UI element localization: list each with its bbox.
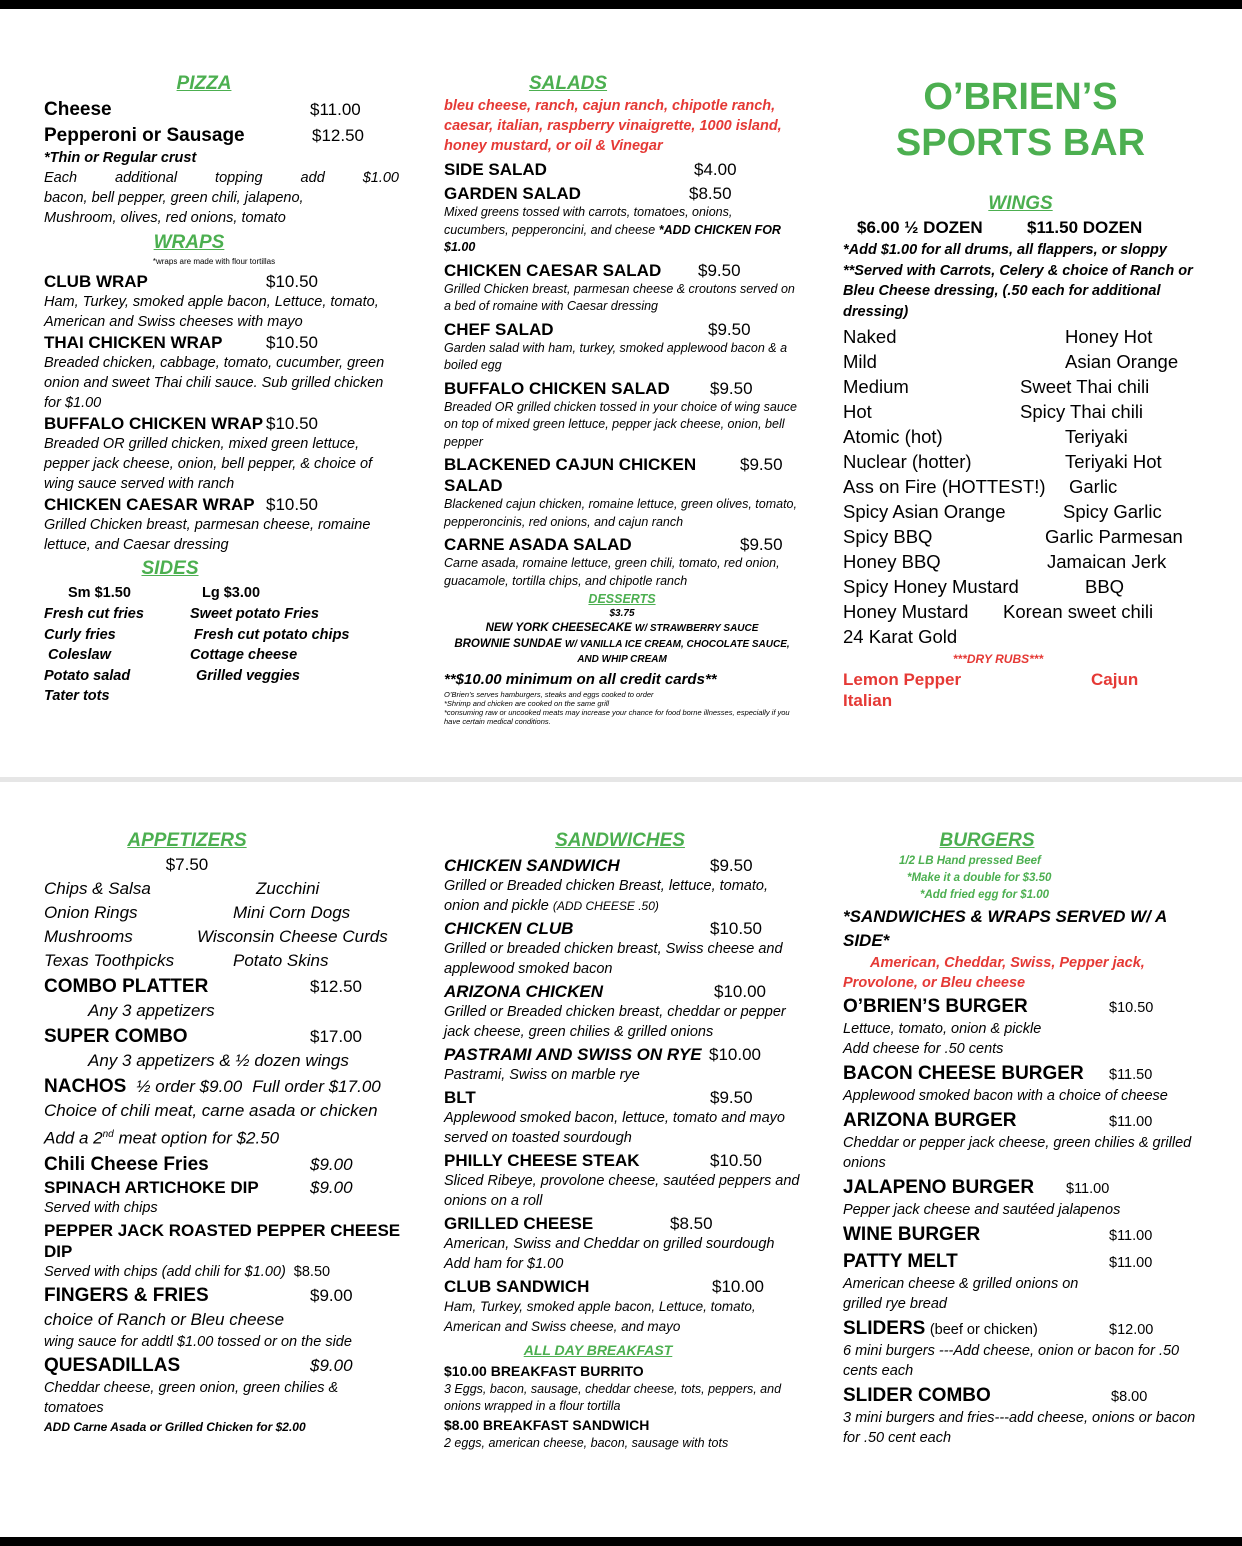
dressing-list: bleu cheese, ranch, cajun ranch, chipotle ranch, caesar, italian, raspberry vinaigrette, 1000 island, honey mustard, or oil & Vinegar <box>444 98 782 154</box>
item-price: $4.00 <box>694 160 737 179</box>
item-price: $10.50 <box>266 333 318 352</box>
flavor: Naked <box>843 326 897 347</box>
item-description: 3 Eggs, bacon, sausage, cheddar cheese, tots, peppers, and onions wrapped in a flour tortilla <box>444 1382 782 1413</box>
sandwiches-heading: SANDWICHES <box>555 830 685 851</box>
menu-item <box>843 1062 1203 1086</box>
item-description: Pepper jack cheese and sautéed jalapenos <box>843 1202 1121 1218</box>
dessert-price: $3.75 <box>609 608 635 619</box>
menu-item <box>444 981 800 1002</box>
item-price: $11.50 <box>1109 1067 1153 1083</box>
flavor: Spicy Asian Orange <box>843 501 1006 522</box>
appetizers-column <box>44 829 414 1436</box>
flavor: Garlic Parmesan <box>1045 526 1183 547</box>
item-price: $10.50 <box>266 495 318 514</box>
appetizer: Potato Skins <box>233 951 329 970</box>
menu-item <box>44 413 404 434</box>
item-price: $11.00 <box>1109 1255 1153 1271</box>
add-cheese-note: (ADD CHEESE .50) <box>552 899 659 913</box>
item-description: Served with chips (add chili for $1.00) <box>44 1263 286 1280</box>
item-price: $11.00 <box>1109 1228 1153 1244</box>
item-name: SIDE SALAD <box>444 160 547 179</box>
menu-item <box>444 378 800 399</box>
dry-rubs-heading: ***DRY RUBS*** <box>952 652 1044 666</box>
fine-print <box>444 690 794 726</box>
breakfast-item: $8.00 BREAKFAST SANDWICH <box>444 1417 650 1433</box>
item-price: $9.50 <box>740 455 783 474</box>
served-note: *SANDWICHES & WRAPS SERVED W/ A SIDE* <box>843 907 1167 950</box>
appetizer: Wisconsin Cheese Curds <box>197 927 388 946</box>
menu-item <box>44 1354 414 1378</box>
menu-item <box>44 1284 414 1308</box>
item-description <box>444 204 800 257</box>
fine-print-line: O’Brien’s serves hamburgers, steaks and eggs cooked to order <box>444 690 654 699</box>
nachos-add-note <box>44 1123 414 1151</box>
appetizer-row <box>44 901 414 925</box>
item-description: Carne asada, romaine lettuce, green chili, tomato, red onion, guacamole, tortilla chips, and chipotle ranch <box>444 556 780 588</box>
appetizers-heading: APPETIZERS <box>127 830 247 851</box>
item-description: Any 3 appetizers & ½ dozen wings <box>88 1051 349 1070</box>
item-price: $11.00 <box>310 100 361 119</box>
item-name: O’BRIEN’S BURGER <box>843 996 1028 1017</box>
flavor: Hot <box>843 401 872 422</box>
dry-rub: Cajun <box>1091 670 1139 689</box>
nachos-full: Full order $17.00 <box>252 1077 381 1096</box>
flavor: Spicy BBQ <box>843 526 933 547</box>
topping-list: bacon, bell pepper, green chili, jalapeno, Mushroom, olives, red onions, tomato <box>44 190 304 226</box>
menu-item <box>843 1250 1203 1274</box>
flavor-row <box>843 574 1203 599</box>
item-name: QUESADILLAS <box>44 1354 181 1376</box>
menu-item <box>44 271 404 292</box>
item-name: CHICKEN CAESAR SALAD <box>444 260 662 280</box>
item-description: 3 mini burgers and fries---add cheese, onions or bacon for .50 cent each <box>843 1410 1196 1446</box>
item-price: $8.50 <box>670 1214 713 1233</box>
item-description: Grilled Chicken breast, parmesan cheese, romaine lettuce, and Caesar dressing <box>44 517 371 553</box>
item-description: Cheddar cheese, green onion, green chilies & tomatoes <box>44 1379 339 1416</box>
item-price: $17.00 <box>310 1027 362 1046</box>
item-name: BLT <box>444 1088 476 1107</box>
item-description: Cheddar or pepper jack cheese, green chilies & grilled onions <box>843 1135 1192 1171</box>
flavor: Teriyaki <box>1065 426 1128 447</box>
item-price: $9.00 <box>310 1285 353 1305</box>
item-name: ARIZONA CHICKEN <box>444 982 603 1001</box>
item-name: SUPER COMBO <box>44 1026 188 1047</box>
burgers-column <box>843 829 1203 1448</box>
appetizer: Texas Toothpicks <box>44 951 175 970</box>
appetizer-row <box>44 949 414 973</box>
crust-note: *Thin or Regular crust <box>44 150 197 166</box>
item-price: $12.50 <box>312 126 364 145</box>
item-name: BLACKENED CAJUN CHICKEN SALAD <box>444 455 697 495</box>
menu-item <box>444 159 800 180</box>
garden-desc: Mixed greens tossed with carrots, tomatoes, onions, cucumbers, pepperoncini, and cheese <box>444 205 733 237</box>
flavor: Atomic (hot) <box>843 426 943 447</box>
burgers-heading: BURGERS <box>939 830 1035 851</box>
item-description: Breaded OR grilled chicken tossed in your choice of wing sauce on top of mixed green lettuce, pepper jack cheese, onion, bell pepper <box>444 399 797 449</box>
flavor: Honey BBQ <box>843 551 941 572</box>
item-price: $11.00 <box>1066 1181 1110 1197</box>
flavor: Mild <box>843 351 877 372</box>
sandwiches-column <box>444 829 800 1452</box>
item-price: $10.00 <box>714 982 766 1001</box>
item-description: Add cheese for .50 cents <box>843 1041 1004 1057</box>
menu-item <box>444 1276 800 1297</box>
item-description: 2 eggs, american cheese, bacon, sausage with tots <box>444 1436 729 1450</box>
item-name: GARDEN SALAD <box>444 184 581 203</box>
dessert-name: NEW YORK CHEESECAKE <box>485 622 632 634</box>
breakfast-heading: ALL DAY BREAKFAST <box>523 1342 673 1358</box>
menu-item <box>444 1087 800 1108</box>
item-description: Ham, Turkey, smoked apple bacon, Lettuce, tomato, American and Swiss cheese, and mayo <box>444 1299 756 1334</box>
item-description: 6 mini burgers ---Add cheese, onion or bacon for .50 cents each <box>843 1343 1180 1379</box>
dessert-item <box>444 620 800 637</box>
list-item: Tater tots <box>44 688 110 704</box>
flavor-row <box>843 324 1203 349</box>
item-name: PHILLY CHEESE STEAK <box>444 1151 640 1170</box>
item-name: BACON CHEESE BURGER <box>843 1063 1084 1084</box>
item-price: $9.50 <box>708 319 751 339</box>
item-price: $9.50 <box>710 856 753 875</box>
flavor: Nuclear (hotter) <box>843 451 972 472</box>
item-name: SLIDERS <box>843 1318 926 1339</box>
menu-item <box>444 183 800 204</box>
pizza-heading: PIZZA <box>176 73 232 94</box>
item-name: COMBO PLATTER <box>44 976 209 997</box>
menu-item <box>444 918 800 939</box>
menu-item <box>444 1044 800 1065</box>
item-description: Choice of chili meat, carne asada or chicken <box>44 1101 378 1120</box>
item-price: $8.50 <box>689 184 732 203</box>
item-price: $10.50 <box>710 1151 762 1170</box>
flavor-row <box>843 624 1203 649</box>
list-item: Sweet potato Fries <box>190 606 319 622</box>
flavor: Sweet Thai chili <box>1020 376 1150 397</box>
list-item: Potato salad <box>44 667 131 684</box>
item-name: CLUB SANDWICH <box>444 1277 590 1296</box>
item-name: SPINACH ARTICHOKE DIP <box>44 1177 259 1197</box>
item-price: $10.50 <box>266 272 318 291</box>
item-description: Breaded OR grilled chicken, mixed green lettuce, pepper jack cheese, onion, bell pepper, & choice of wing sauce served with ranch <box>44 436 373 492</box>
flavor: Medium <box>843 376 909 397</box>
flavor-row <box>843 524 1203 549</box>
item-price: $9.50 <box>710 1088 753 1107</box>
flavor: Asian Orange <box>1065 351 1179 372</box>
flavor: Spicy Thai chili <box>1020 401 1144 422</box>
item-price: $10.50 <box>1109 1000 1154 1016</box>
appetizer: Mushrooms <box>44 927 133 946</box>
item-name: ARIZONA BURGER <box>843 1110 1017 1131</box>
menu-item <box>444 260 800 281</box>
item-price: $11.00 <box>1109 1114 1153 1130</box>
flavor: Spicy Garlic <box>1063 501 1162 522</box>
flavor: Garlic <box>1069 476 1118 497</box>
add-chicken-note: *ADD CHICKEN FOR $1.00 <box>444 222 781 254</box>
item-price: $9.00 <box>310 1177 353 1197</box>
burger-note: *Add fried egg for $1.00 <box>920 889 1050 901</box>
sides-small-price: Sm $1.50 <box>68 585 131 601</box>
menu-item <box>44 1153 414 1177</box>
list-item: Fresh cut fries <box>44 606 144 622</box>
item-name: Pepperoni or Sausage <box>44 125 245 146</box>
item-description: American cheese & grilled onions on grilled rye bread <box>843 1276 1079 1312</box>
add-note-sup: nd <box>102 1129 114 1140</box>
burger-note: *Make it a double for $3.50 <box>907 872 1052 884</box>
wraps-heading: WRAPS <box>153 232 225 253</box>
sides-small-list <box>44 604 190 707</box>
dry-rub: Italian <box>843 691 893 710</box>
item-description: Grilled Chicken breast, parmesan cheese & croutons served on a bed of romaine with Caesar dressing <box>444 281 795 313</box>
item-description: choice of Ranch or Bleu cheese <box>44 1309 285 1329</box>
item-description: Sliced Ribeye, provolone cheese, sautéed peppers and onions on a roll <box>444 1173 800 1209</box>
item-price: $9.50 <box>740 535 783 554</box>
quesadilla-add: ADD Carne Asada or Grilled Chicken for $2.00 <box>44 1419 306 1434</box>
item-name: CLUB WRAP <box>44 272 148 291</box>
item-name: WINE BURGER <box>843 1224 981 1245</box>
burger-note: 1/2 LB Hand pressed Beef <box>899 855 1041 867</box>
item-name-group <box>843 1317 1109 1341</box>
fine-print-line: *Shrimp and chicken are cooked on the same grill <box>444 699 610 708</box>
item-name: CHICKEN CAESAR WRAP <box>44 495 255 514</box>
appetizer: Zucchini <box>256 879 320 898</box>
item-price: $10.50 <box>266 414 318 433</box>
item-name: GRILLED CHEESE <box>444 1214 594 1233</box>
item-name: BUFFALO CHICKEN SALAD <box>444 378 670 398</box>
item-price: $12.50 <box>310 977 362 996</box>
menu-item <box>44 332 404 353</box>
menu-item <box>44 494 404 515</box>
menu-item <box>44 975 414 999</box>
dry-rubs-row <box>843 669 1203 690</box>
flavor: Ass on Fire (HOTTEST!) <box>843 476 1046 497</box>
item-extra: Add ham for $1.00 <box>444 1256 564 1272</box>
item-description <box>444 876 800 916</box>
wings-heading: WINGS <box>988 193 1053 214</box>
flavor-row <box>843 599 1203 624</box>
item-description: Any 3 appetizers <box>88 1001 215 1020</box>
bottom-border <box>0 1537 1242 1546</box>
list-item: Coleslaw <box>48 647 111 663</box>
menu-item <box>444 855 800 876</box>
flavor-row <box>843 399 1203 424</box>
breakfast-item: $10.00 BREAKFAST BURRITO <box>444 1363 644 1379</box>
menu-item <box>843 1109 1203 1133</box>
menu-item <box>444 1150 800 1171</box>
dozen-price: $11.50 DOZEN <box>1027 218 1143 237</box>
menu-item <box>444 319 800 340</box>
cheese-options: American, Cheddar, Swiss, Pepper jack, Provolone, or Bleu cheese <box>843 955 1145 991</box>
fine-print-line: *consuming raw or uncooked meats may increase your chance for food borne illnesses, especially if you have certain medical conditions. <box>444 708 790 726</box>
half-dozen-price: $6.00 ½ DOZEN <box>857 218 983 237</box>
item-name: CHICKEN CLUB <box>444 919 574 938</box>
menu-item <box>44 98 404 122</box>
menu-item <box>44 1025 414 1049</box>
menu-item <box>843 1176 1203 1200</box>
credit-card-minimum: **$10.00 minimum on all credit cards** <box>444 671 717 688</box>
wings-column <box>843 74 1203 711</box>
dessert-sub: W/ STRAWBERRY SAUCE <box>634 623 759 634</box>
flavor: Honey Hot <box>1065 326 1153 347</box>
salads-column <box>444 72 800 726</box>
sandwich-desc: Grilled or Breaded chicken Breast, lettuce, tomato, onion and pickle <box>444 878 768 914</box>
flavor: Honey Mustard <box>843 601 969 622</box>
page-divider <box>0 777 1242 782</box>
item-price: $8.00 <box>1111 1389 1148 1405</box>
item-name: CHICKEN SANDWICH <box>444 856 620 875</box>
flavor: Teriyaki Hot <box>1065 451 1162 472</box>
flavor: BBQ <box>1085 576 1125 597</box>
dessert-item <box>444 637 800 667</box>
appetizer: Mini Corn Dogs <box>233 903 351 922</box>
flavor-row <box>843 424 1203 449</box>
item-description: Ham, Turkey, smoked apple bacon, Lettuce, tomato, American and Swiss cheeses with mayo <box>44 294 379 330</box>
wing-prices <box>843 217 1203 238</box>
list-item: Curly fries <box>44 626 116 643</box>
flavor-row <box>843 549 1203 574</box>
item-name: CHEF SALAD <box>444 319 554 339</box>
item-description: Lettuce, tomato, onion & pickle <box>843 1021 1042 1037</box>
salad-list <box>444 260 800 591</box>
item-name: JALAPENO BURGER <box>843 1177 1035 1198</box>
item-name: BUFFALO CHICKEN WRAP <box>44 414 264 433</box>
nachos-item <box>44 1075 414 1099</box>
item-extra: (beef or chicken) <box>929 1322 1038 1338</box>
flavor-row <box>843 349 1203 374</box>
list-item: Grilled veggies <box>196 667 300 684</box>
flavor-row <box>843 474 1203 499</box>
item-price: $9.50 <box>710 378 753 398</box>
dry-rub: Lemon Pepper <box>843 670 962 689</box>
wings-note: *Add $1.00 for all drums, all flappers, or sloppy <box>843 242 1167 258</box>
item-description: Garden salad with ham, turkey, smoked applewood bacon & a boiled egg <box>444 340 788 372</box>
item-price: $10.50 <box>710 919 762 938</box>
salads-heading: SALADS <box>528 73 608 94</box>
appetizer: Onion Rings <box>44 903 138 922</box>
topping-line: Each additional topping add $1.00 <box>44 170 399 186</box>
desserts-heading: DESSERTS <box>588 592 656 606</box>
item-price: $12.00 <box>1109 1322 1154 1338</box>
flavor: Korean sweet chili <box>1003 601 1154 622</box>
menu-item <box>843 1223 1203 1247</box>
appetizer-row <box>44 925 414 949</box>
item-price: $10.00 <box>709 1045 761 1064</box>
menu-item <box>843 1317 1203 1341</box>
menu-item <box>444 1213 800 1234</box>
item-description: Applewood smoked bacon with a choice of cheese <box>843 1088 1168 1104</box>
item-name: NACHOS <box>44 1076 127 1097</box>
flavor: Spicy Honey Mustard <box>843 576 1019 597</box>
pizza-wraps-sides-column <box>44 72 404 707</box>
item-name: SLIDER COMBO <box>843 1385 991 1406</box>
item-name: PASTRAMI AND SWISS ON RYE <box>444 1045 702 1064</box>
item-name: FINGERS & FRIES <box>44 1284 209 1306</box>
appetizer: Chips & Salsa <box>44 879 151 898</box>
list-item: Cottage cheese <box>190 647 298 663</box>
nachos-half: ½ order $9.00 <box>136 1077 243 1096</box>
item-description: wing sauce for addtl $1.00 tossed or on the side <box>44 1333 352 1350</box>
menu-item <box>44 124 404 148</box>
item-price: $10.00 <box>712 1277 764 1296</box>
item-price: $9.50 <box>698 260 741 280</box>
item-price: $9.00 <box>310 1355 353 1375</box>
item-price: $9.00 <box>310 1154 353 1174</box>
sides-large-price: Lg $3.00 <box>202 585 261 601</box>
restaurant-title: O’BRIEN’S SPORTS BAR <box>895 76 1146 164</box>
appetizer-row <box>44 877 414 901</box>
item-description: Applewood smoked bacon, lettuce, tomato and mayo served on toasted sourdough <box>444 1110 785 1146</box>
wraps-note: *wraps are made with flour tortillas <box>152 257 276 266</box>
item-name: Chili Cheese Fries <box>44 1153 209 1175</box>
item-price: $8.50 <box>293 1263 331 1280</box>
flavor-row <box>843 499 1203 524</box>
add-note-post: meat option for $2.50 <box>113 1128 280 1148</box>
menu-item <box>444 534 800 555</box>
item-description: Breaded chicken, cabbage, tomato, cucumber, green onion and sweet Thai chili sauce. Sub grilled chicken for $1.00 <box>44 355 385 411</box>
wings-note: **Served with Carrots, Celery & choice of Ranch or Bleu Cheese dressing, (.50 each for additional dressing) <box>843 262 1193 320</box>
list-item: Fresh cut potato chips <box>194 626 350 643</box>
appetizer-price: $7.50 <box>165 855 209 874</box>
flavor: Jamaican Jerk <box>1047 551 1167 572</box>
item-description: American, Swiss and Cheddar on grilled sourdough <box>444 1236 775 1252</box>
top-border <box>0 0 1242 9</box>
dessert-sub: W/ VANILLA ICE CREAM, CHOCOLATE SAUCE, AND WHIP CREAM <box>564 639 790 665</box>
flavor-list <box>843 324 1203 649</box>
menu-item <box>843 1384 1203 1408</box>
dessert-name: BROWNIE SUNDAE <box>454 638 562 650</box>
menu-item <box>444 454 800 496</box>
sides-heading: SIDES <box>141 558 199 579</box>
flavor-row <box>843 374 1203 399</box>
item-name: PATTY MELT <box>843 1251 958 1272</box>
item-description: Grilled or breaded chicken breast, Swiss cheese and applewood smoked bacon <box>444 941 783 977</box>
item-name: Cheese <box>44 99 112 120</box>
item-description: Pastrami, Swiss on marble rye <box>444 1067 640 1083</box>
appetizer-list <box>44 877 414 973</box>
item-description: Served with chips <box>44 1199 158 1216</box>
flavor: 24 Karat Gold <box>843 626 958 647</box>
menu-item <box>843 995 1203 1019</box>
flavor-row <box>843 449 1203 474</box>
menu-item <box>44 1262 414 1282</box>
sides-large-list <box>190 604 350 707</box>
item-name: THAI CHICKEN WRAP <box>44 333 223 352</box>
menu-item <box>44 1177 414 1198</box>
item-name: CARNE ASADA SALAD <box>444 535 632 554</box>
item-description: Blackened cajun chicken, romaine lettuce, green olives, tomato, pepperoncinis, red onions, and cajun ranch <box>444 497 797 529</box>
item-name: PEPPER JACK ROASTED PEPPER CHEESE DIP <box>44 1220 401 1261</box>
add-note-pre: Add a 2 <box>44 1128 103 1148</box>
item-description: Grilled or Breaded chicken breast, cheddar or pepper jack cheese, green chilies & grilled onions <box>444 1004 786 1040</box>
desserts-section <box>444 592 800 667</box>
